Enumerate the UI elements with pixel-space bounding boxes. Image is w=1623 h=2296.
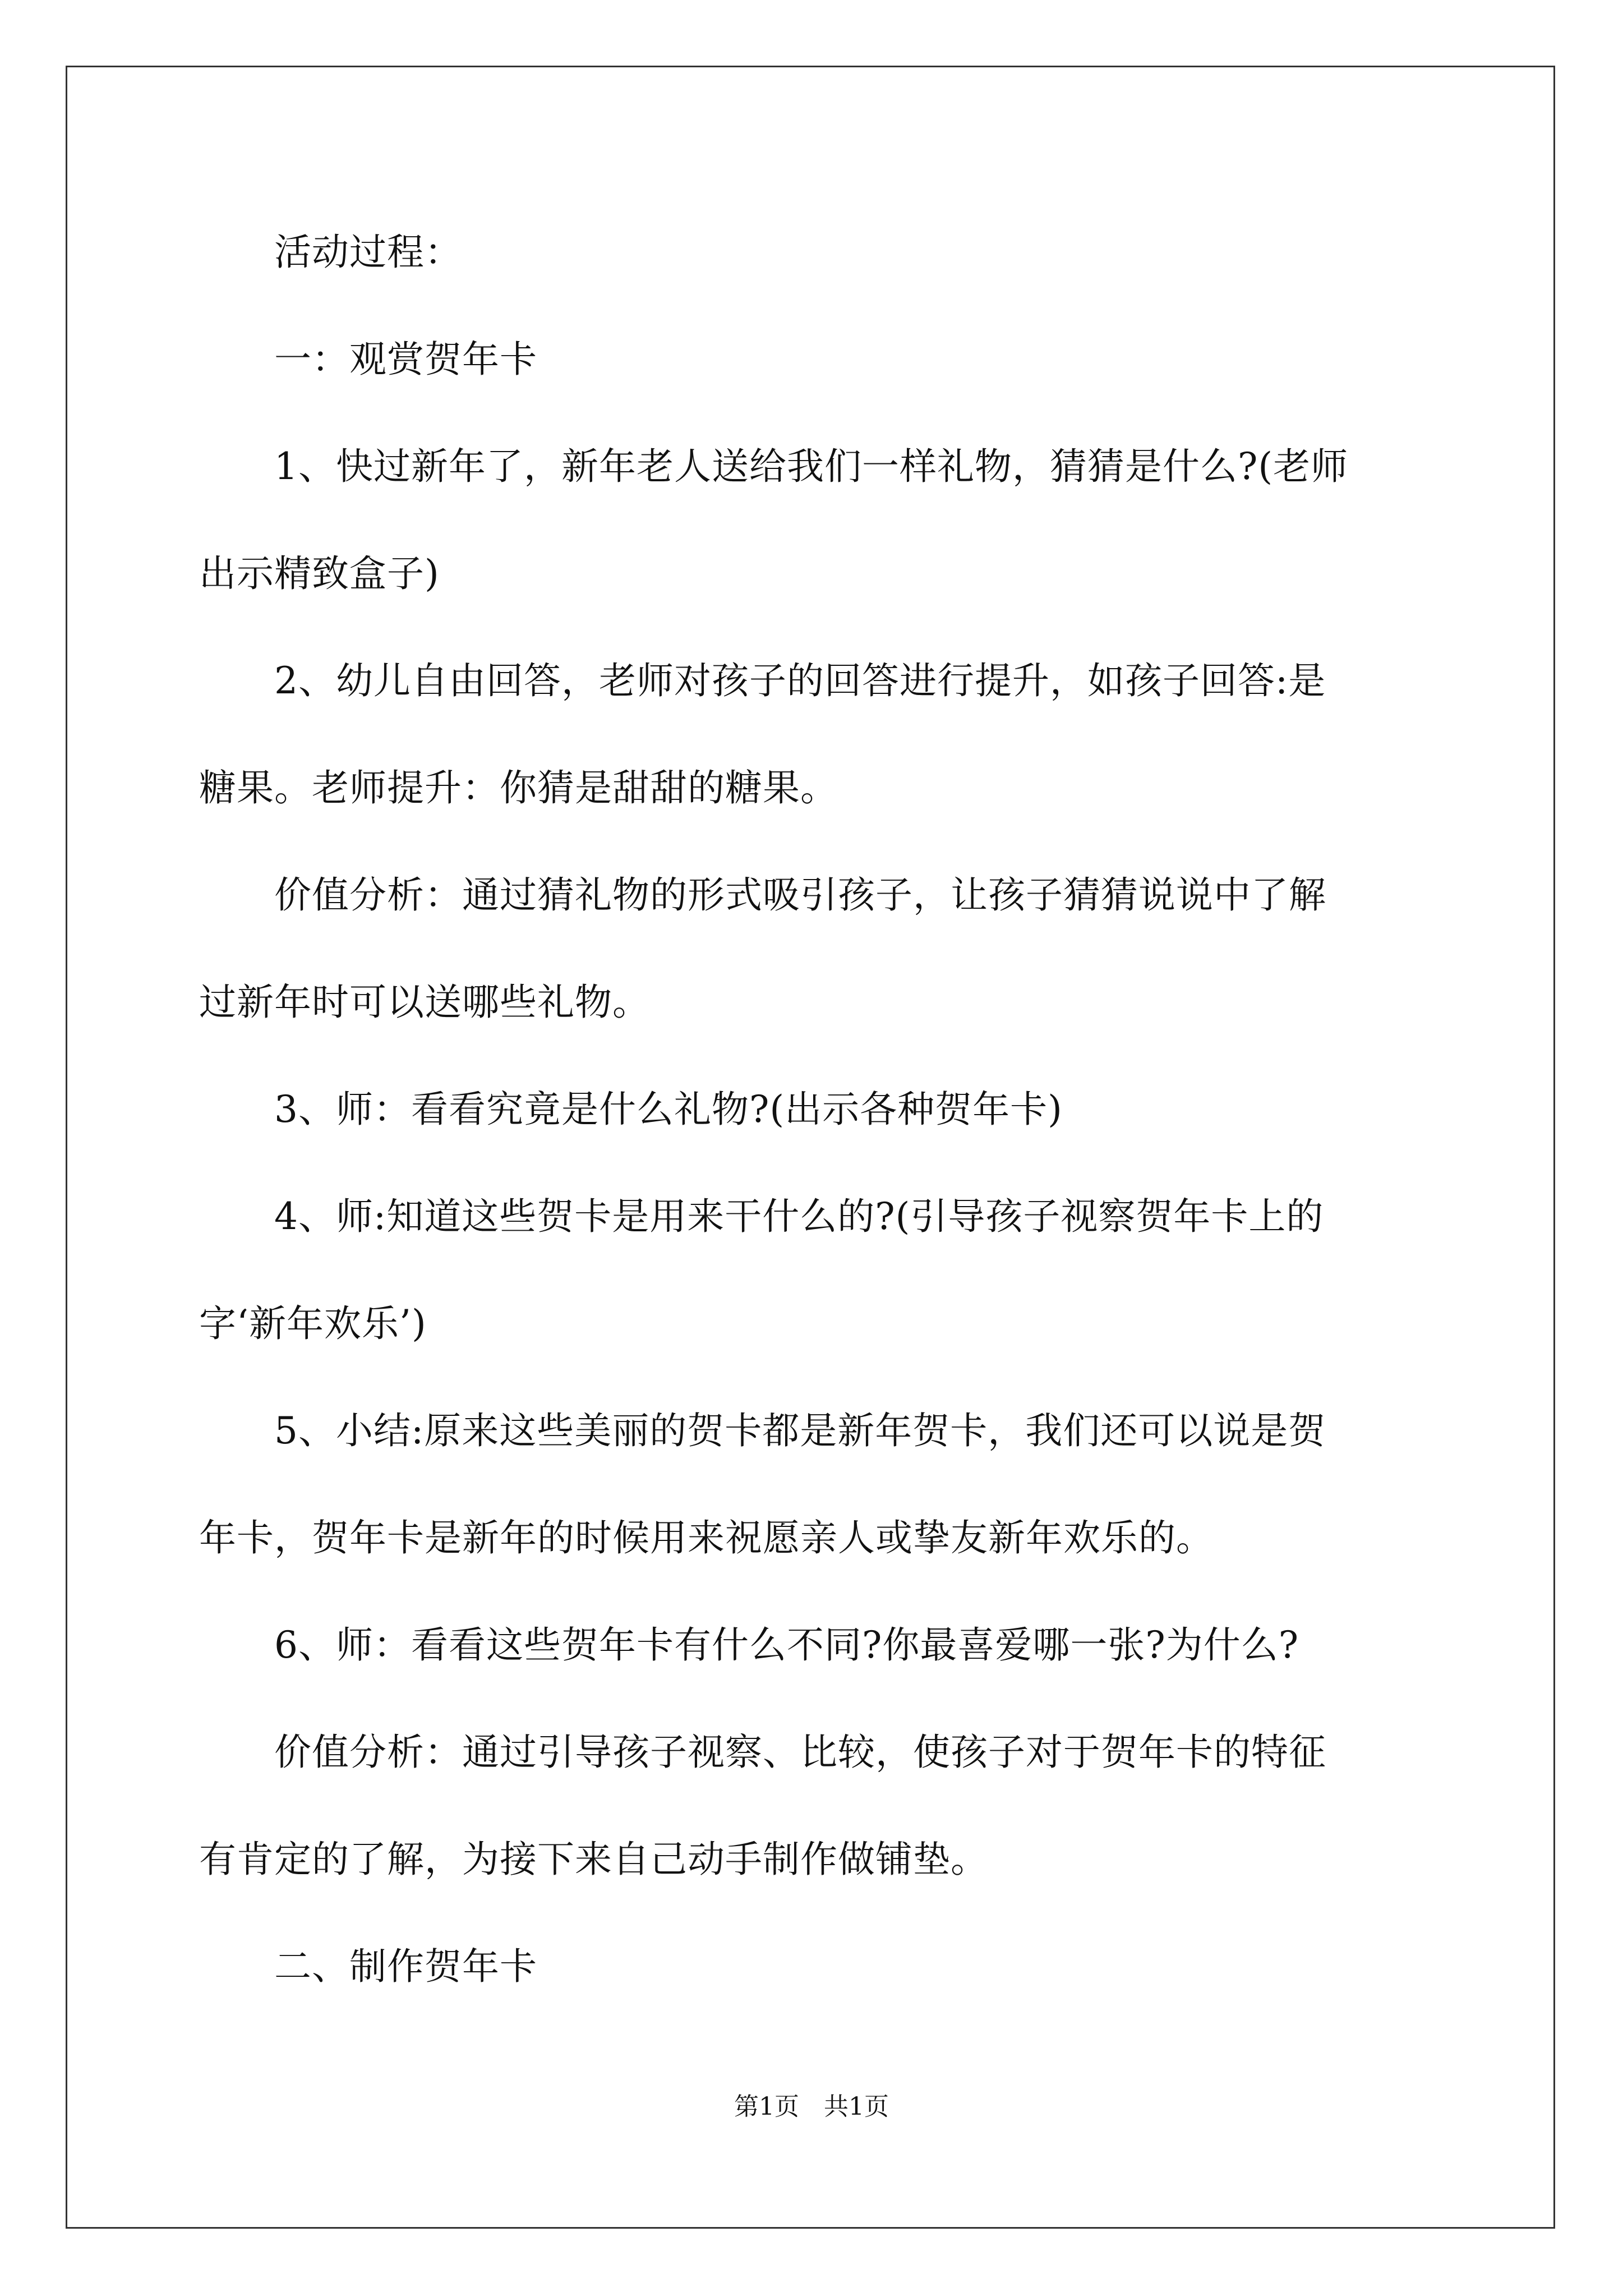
- text-line: 二、制作贺年卡: [199, 1945, 537, 1988]
- paragraph: [199, 873, 1427, 1024]
- text-line: 价值分析：通过猜礼物的形式吸引孩子，让孩子猜猜说说中了解: [199, 873, 1326, 917]
- paragraph: [199, 447, 1427, 593]
- text-line: 4、师:知道这些贺卡是用来干什么的?(引导孩子视察贺年卡上的: [199, 1195, 1324, 1238]
- paragraph: [199, 1411, 1427, 1558]
- text-line: 3、师：看看究竟是什么礼物?(出示各种贺年卡): [199, 1088, 1063, 1131]
- text-line: 2、幼儿自由回答，老师对孩子的回答进行提升，如孩子回答:是: [199, 659, 1326, 702]
- text-line: 活动过程：: [199, 231, 462, 274]
- text-line: 有肯定的了解，为接下来自己动手制作做铺垫。: [199, 1838, 988, 1881]
- text-line: 5、小结:原来这些美丽的贺卡都是新年贺卡，我们还可以说是贺: [199, 1409, 1326, 1452]
- text-line: 过新年时可以送哪些礼物。: [199, 981, 650, 1024]
- page-number-footer: 第1页 共1页: [734, 2092, 889, 2121]
- paragraph: [199, 1947, 1427, 1986]
- paragraph: [199, 1623, 1427, 1667]
- paragraph: [199, 233, 1427, 272]
- text-line: 1、快过新年了，新年老人送给我们一样礼物，猜猜是什么?(老师: [199, 445, 1349, 488]
- text-line: 年卡，贺年卡是新年的时候用来祝愿亲人或挚友新年欢乐的。: [199, 1516, 1214, 1559]
- paragraph: [199, 661, 1427, 808]
- text-line: 字‘新年欢乐’): [199, 1302, 427, 1345]
- text-line: 价值分析：通过引导孩子视察、比较，使孩子对于贺年卡的特征: [199, 1731, 1326, 1774]
- paragraph: [199, 340, 1427, 379]
- paragraph: [199, 1733, 1427, 1879]
- paragraph: [199, 1197, 1427, 1343]
- text-line: 6、师：看看这些贺年卡有什么不同?你最喜爱哪一张?为什么?: [199, 1623, 1299, 1667]
- text-line: 糖果。老师提升：你猜是甜甜的糖果。: [199, 766, 838, 809]
- page-border: [66, 66, 1555, 2229]
- paragraph: [199, 1090, 1427, 1129]
- text-line: 出示精致盒子): [199, 552, 440, 595]
- text-line: 一：观赏贺年卡: [199, 338, 537, 381]
